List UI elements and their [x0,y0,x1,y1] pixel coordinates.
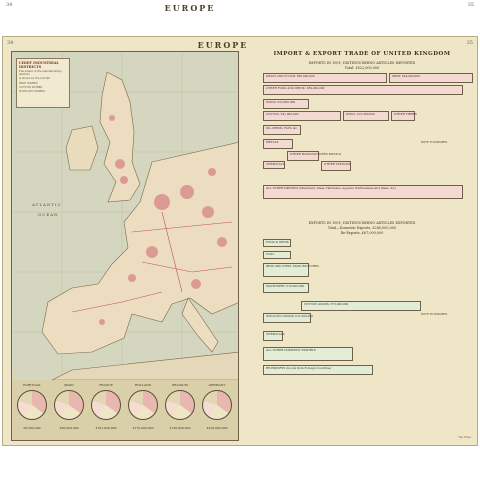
import-bar [263,99,309,109]
page-left-folio: 34 [7,40,14,46]
import-bar [287,151,342,161]
bar-label: ALL OTHER IMPORTS (Machinery, Glass, Hardware, Apparel, Earthenware and Glass, &c.) [266,186,397,190]
ireland [66,126,98,170]
pie-label: PORTUGAL [23,383,41,387]
legend-line: WOOLLEN WORKS [19,90,45,94]
bar-label: OTHER MANUFACTURED METALS [290,152,342,156]
exports-total: Total—Domestic Exports, £280,000,000 [327,226,397,230]
export-bar [301,301,421,311]
pie-label: HOLLAND [134,383,152,387]
imports-heading: IMPORTS IN 1901; DISTINGUISHING ARTICLES IMPORTED [308,61,416,65]
bar-label: FOOD & DRINK [266,240,290,244]
great-britain [100,72,140,202]
export-bar [263,251,291,259]
import-bar [263,185,463,199]
bar-label: WOOLLEN GOODS, £21,000,000 [266,314,314,318]
bar-label: MACHINERY, £18,000,000 [266,284,305,288]
bar-label: RE-EXPORTS (Goods from Foreign Countries) [266,366,332,370]
pie-label: SPAIN [64,383,74,387]
bar-label: CHEMICALS [266,162,285,166]
legend-title: CHIEF INDUSTRIAL DISTRICTS [19,61,59,69]
trade-chart [249,51,475,441]
bar-label: WOOL, £21,000,000 [346,112,375,116]
import-bar [321,161,351,171]
import-bar [263,73,387,83]
map-of-europe[interactable] [11,51,239,441]
pie-value: £130,000,000 [169,426,191,430]
pie-value: £8,200,000 [23,426,41,430]
bar-label: WOOD, £25,000,000 [266,100,296,104]
reexports-total: Re-Exports, £67,000,000 [340,231,384,235]
import-bar [263,139,293,149]
bar-label: OTHER FIBRES [394,112,417,116]
right-page-number: 35 [467,2,474,8]
pie-label: GERMANY [208,383,226,387]
pie-value: £181,000,000 [95,426,117,430]
north-africa [52,352,239,380]
legend-line: The extent of the manufacturing districts [19,70,62,77]
running-title: EUROPE [164,3,216,13]
bar-label: MEAT, £44,000,000 [392,74,420,78]
bar-label: OIL-SEEDS, FATS, &c. [266,126,299,130]
import-bar [389,73,473,83]
pie-value: £226,000,000 [206,426,228,430]
import-bar [263,111,341,121]
export-bar [263,239,291,247]
sea-label-ocean: OCEAN [38,212,59,217]
imports-total: Total: £522,000,000 [344,66,380,70]
import-bar [263,125,301,135]
import-bar [263,161,285,169]
bar-label: IRON AND STEEL MANUFACTURES [266,264,319,268]
export-bar [263,347,353,361]
legend-line: IRON WORKS [19,81,38,85]
export-bar [263,283,309,293]
export-bar [263,331,283,341]
trade-pie-row [12,382,239,441]
import-bar [343,111,389,121]
publisher-credit: The Times [458,436,471,439]
left-page-number: 34 [6,2,13,8]
map-legend [16,58,70,108]
import-bar [391,111,415,121]
bar-label: ALL OTHER DOMESTIC EXPORTS [266,348,316,352]
pie-value: £36,000,000 [59,426,79,430]
export-bar [263,313,314,323]
legend-line: is shown by the red tint [19,77,51,81]
chart-title: IMPORT & EXPORT TRADE OF UNITED KINGDOM [273,51,451,57]
pie-chart [165,390,195,420]
pie-chart [17,390,47,420]
bar-label: GRAIN AND FLOUR, £66,000,000 [266,74,315,78]
bar-label: CHEMICALS [266,332,285,336]
map-sea [12,52,239,380]
legend-line: COTTON WORKS [19,85,43,89]
export-bar [263,263,319,277]
bar-label: OTHER FOOD AND DRINK, £89,000,000 [266,86,325,90]
pie-chart [91,390,121,420]
note-to-imports: NOTE TO IMPORTS [420,141,448,144]
import-bar [263,85,463,95]
sea-label-atlantic: ATLANTIC [32,202,62,207]
page-right-folio: 35 [466,40,473,46]
note-to-exports: NOTE TO EXPORTS [420,313,448,316]
bar-label: COTTON, £41,000,000 [266,112,299,116]
export-bar [263,365,373,375]
bar-label: OTHER TEXTILES [324,162,351,166]
pie-chart [202,390,232,420]
pie-label: BELGIUM [172,383,188,387]
bar-label: METALS [266,140,279,144]
page-running-title: EUROPE [197,40,249,50]
pie-label: FRANCE [99,383,113,387]
pie-chart [128,390,158,420]
bar-label: COTTON GOODS, £73,000,000 [304,302,349,306]
bar-label: COAL [266,252,275,256]
atlas-sheet [2,36,478,446]
pie-value: £170,000,000 [132,426,154,430]
pie-chart [54,390,84,420]
exports-heading: EXPORTS IN 1901; DISTINGUISHING ARTICLES EXPORTED [308,221,416,225]
